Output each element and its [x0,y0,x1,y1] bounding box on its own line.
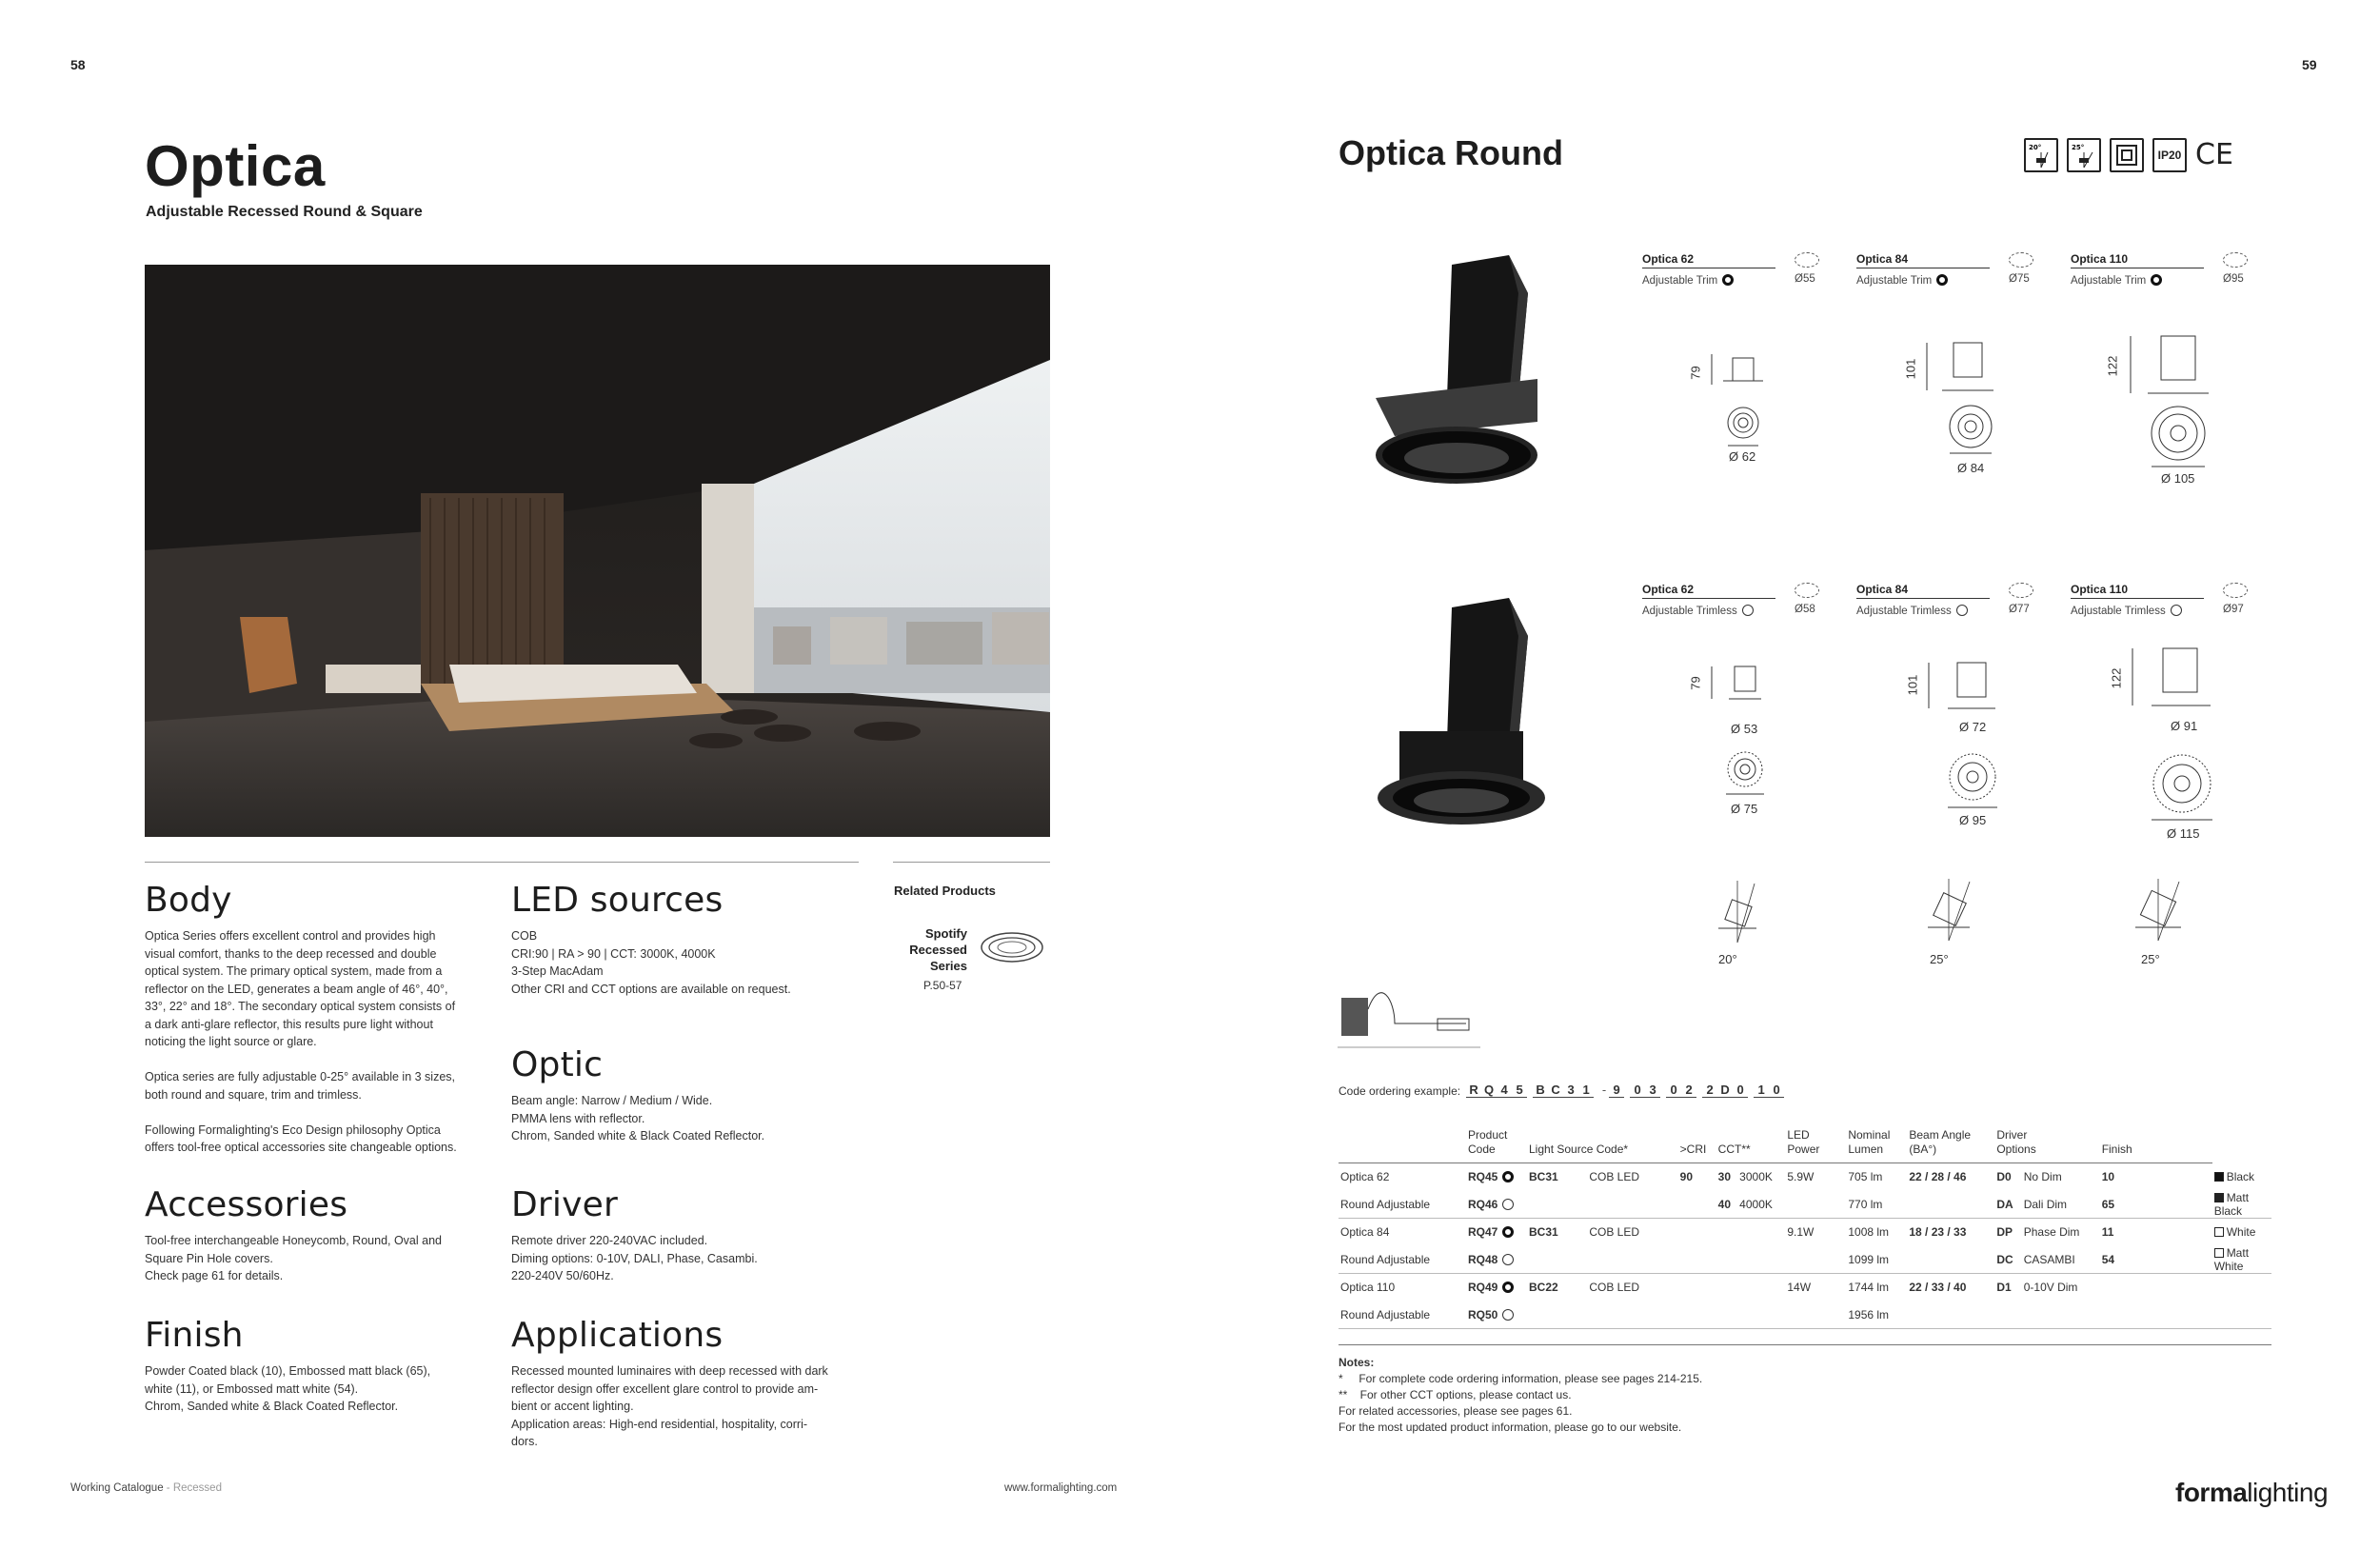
product-code: RQ49 [1468,1281,1498,1295]
col-header: CCT** [1716,1128,1786,1163]
section-text: Tool-free interchangeable Honeycomb, Round, Oval and Square Pin Hole covers. Check page 61 for details. [145,1234,442,1282]
height-dim: 79 [1688,676,1703,690]
variant-sub [1642,605,1818,617]
code-char: Q [1481,1083,1497,1098]
notes-heading: Notes: [1339,1356,1375,1369]
cutout-icon [2223,252,2248,268]
finish-name-cell [2212,1274,2271,1302]
variant-name: Optica 110 [2071,252,2204,268]
code-char: 0 [1630,1083,1645,1098]
variant-type: Adjustable Trim [2071,275,2147,287]
class-ii-icon [2110,138,2144,172]
drawing-trimless-62 [1688,657,1799,828]
trim-radio-icon [1502,1226,1514,1238]
footer-separator: - [163,1482,173,1494]
table-cell: BC31 [1529,1225,1558,1240]
table-cell: CASAMBI [2022,1246,2100,1274]
table-cell: No Dim [2023,1170,2062,1184]
product-code-cell [1466,1274,1527,1302]
finish-name: White [2226,1225,2256,1240]
variant-trimless-110 [2071,583,2247,617]
tilt-angle: 25° [2141,952,2160,966]
variant-name: Optica 84 [1856,583,1990,599]
table-cell [1587,1246,1677,1274]
table-cell: Round Adjustable [1339,1302,1466,1329]
variant-type: Adjustable Trim [1856,275,1933,287]
finish-swatch-icon [2214,1227,2224,1237]
trim-radio-icon [1502,1282,1514,1293]
code-ordering-example [1339,1083,1784,1098]
drawing-trim-110 [2104,328,2228,495]
ip20-badge: IP20 [2152,138,2187,172]
table-cell: 90 [1679,1170,1694,1184]
table-cell [1737,1302,1785,1329]
notes-block [1339,1344,2271,1436]
diameter-dim: Ø 95 [1959,813,1987,827]
table-cell: Optica 62 [1340,1170,1390,1184]
col-header: Finish [2100,1128,2212,1163]
table-cell [2022,1302,2100,1329]
related-heading: Related Products [894,884,996,898]
section-heading: Driver [511,1185,618,1224]
section-body [145,881,497,1157]
brand-logo-bold: forma [2175,1478,2248,1507]
variant-name: Optica 110 [2071,583,2204,599]
finish-name-cell [2212,1302,2271,1329]
code-char: - [1601,1083,1607,1097]
table-cell: Round Adjustable [1339,1191,1466,1219]
cutout-size: Ø77 [2009,604,2030,615]
code-char: 5 [1512,1083,1527,1098]
height-dim: 101 [1905,674,1920,696]
diameter-dim: Ø 115 [2167,826,2200,841]
table-cell [2100,1274,2212,1302]
finish-swatch-icon [2214,1193,2224,1202]
product-code-cell [1466,1246,1527,1274]
code-char: 2 [1681,1083,1696,1098]
product-code-cell [1466,1191,1527,1219]
variant-trimless-62 [1642,583,1818,617]
table-cell: Phase Dim [2023,1225,2080,1240]
tilt-25-icon [2067,138,2101,172]
top-diameter-dim: Ø 91 [2171,719,2198,733]
table-cell [1527,1191,1587,1219]
table-cell [1678,1274,1716,1302]
table-cell: 30 [1717,1170,1732,1184]
note-line: For related accessories, please see pages 61. [1339,1404,1573,1418]
product-code: RQ48 [1468,1252,1498,1266]
tilt-drawing-84 [1920,874,1977,969]
footer-category: Recessed [172,1482,222,1494]
top-diameter-dim: Ø 53 [1731,722,1758,736]
col-header [1339,1128,1466,1163]
table-cell: Dali Dim [2022,1191,2100,1219]
cutout-icon [2009,252,2033,268]
variant-sub [1642,274,1818,287]
section-optic [511,1045,863,1145]
product-render-trim [1376,255,1566,488]
diameter-dim: Ø 62 [1729,449,1756,464]
table-cell: 0-10V Dim [2023,1281,2078,1295]
product-code: RQ46 [1468,1197,1498,1211]
section-text: COB CRI:90 | RA > 90 | CCT: 3000K, 4000K 3-Step MacAdam Other CRI and CCT options are available on request. [511,929,791,996]
tilt-drawing-110 [2130,874,2187,969]
table-cell: BC31 [1529,1170,1558,1184]
tilt-angle: 25° [1930,952,1949,966]
tilt-angle: 20° [1718,952,1737,966]
variant-type: Adjustable Trimless [1856,606,1952,617]
table-cell [1716,1302,1738,1329]
top-diameter-dim: Ø 72 [1959,720,1987,734]
brand-logo-light: lighting [2247,1478,2329,1507]
table-cell: 18 / 23 / 33 [1909,1225,1967,1240]
table-cell [1527,1246,1587,1274]
table-cell: DA [1994,1191,2021,1219]
section-text: Beam angle: Narrow / Medium / Wide. PMMA lens with reflector. Chrom, Sanded white & Black Coated Reflector. [511,1094,765,1143]
table-cell [1907,1191,1994,1219]
section-divider [145,862,859,863]
variant-name: Optica 62 [1642,252,1775,268]
table-cell: 1956 lm [1846,1302,1907,1329]
finish-swatch-icon [2214,1248,2224,1258]
code-char: C [1548,1083,1563,1098]
diameter-dim: Ø 84 [1957,461,1985,475]
code-char: 3 [1563,1083,1578,1098]
col-header: Driver Options [1994,1128,2099,1163]
section-text: Powder Coated black (10), Embossed matt black (65), white (11), or Embossed matt white (54). Chrom, Sanded white & Black Coated Reflector. [145,1364,431,1413]
table-cell [1994,1302,2021,1329]
table-cell: 40 [1716,1191,1738,1219]
table-cell: 705 lm [1848,1170,1883,1184]
section-heading: Optic [511,1045,604,1084]
finish-name-cell [2212,1163,2271,1191]
section-heading: Finish [145,1316,244,1355]
table-cell [1785,1302,1846,1329]
variant-trim-110 [2071,252,2247,287]
note-line: ** For other CCT options, please contact us. [1339,1388,1572,1401]
page-subtitle: Adjustable Recessed Round & Square [146,204,423,220]
finish-name: Black [2226,1170,2255,1183]
tilt-20-label: 20° [2029,144,2042,151]
trim-radio-icon [1502,1171,1514,1182]
page-number-right: 59 [2302,57,2317,72]
table-cell [1587,1191,1677,1219]
table-row [1339,1246,2271,1274]
table-cell [1678,1302,1716,1329]
table-cell [1716,1274,1738,1302]
section-finish [145,1316,497,1416]
product-code-cell [1466,1302,1527,1329]
table-row [1339,1191,2271,1219]
table-cell [1785,1246,1846,1274]
trim-radio-icon [1722,274,1734,286]
section-text: Recessed mounted luminaires with deep recessed with dark reflector design offer excellent glare control to provide am- bient or accent lighting. Application areas: High-end residential, hospitality, corri- dors. [511,1364,828,1448]
section-heading: Body [145,881,232,920]
section-heading: Accessories [145,1185,348,1224]
product-code: RQ45 [1468,1170,1498,1184]
code-label: Code ordering example: [1339,1084,1461,1098]
table-cell: COB LED [1589,1170,1640,1184]
related-divider [893,862,1050,863]
cutout-size: Ø95 [2223,273,2244,285]
table-cell: 1744 lm [1848,1281,1890,1295]
section-accessories [145,1185,497,1285]
variant-name: Optica 84 [1856,252,1990,268]
code-char: D [1717,1083,1733,1098]
variant-sub [1856,274,2033,287]
table-cell: 65 [2100,1191,2212,1219]
cutout-size: Ø97 [2223,604,2244,615]
table-row [1339,1302,2271,1329]
trimless-radio-icon [1742,605,1754,616]
table-cell [1737,1274,1785,1302]
col-header: Product Code [1466,1128,1527,1163]
section-driver [511,1185,863,1285]
remote-driver-icon [1338,981,1480,1057]
table-cell [1907,1246,1994,1274]
table-cell [1587,1302,1677,1329]
code-char: R [1466,1083,1481,1098]
trim-radio-icon [1936,274,1948,286]
table-cell: D0 [1996,1170,2012,1184]
table-cell: 3000K [1739,1170,1773,1184]
table-cell: BC22 [1529,1281,1558,1295]
table-cell: D1 [1996,1281,2012,1295]
diameter-dim: Ø 75 [1731,802,1758,816]
code-char: 1 [1578,1083,1594,1098]
page-title: Optica [145,134,326,198]
code-char: 4 [1497,1083,1512,1098]
table-cell [1527,1302,1587,1329]
table-cell: 9.1W [1787,1225,1815,1240]
note-line: * For complete code ordering information, please see pages 214-215. [1339,1372,1703,1385]
footer-catalogue-label: Working Catalogue [70,1482,164,1494]
table-row [1339,1219,2271,1246]
tilt-25-label: 25° [2072,144,2085,151]
table-cell: COB LED [1589,1225,1640,1240]
finish-name: Matt Black [2213,1190,2250,1218]
table-cell [1678,1219,1716,1246]
brand-logo [2175,1478,2328,1508]
finish-name: Matt White [2213,1245,2250,1273]
code-char: 2 [1702,1083,1717,1098]
table-cell: Optica 84 [1340,1225,1390,1240]
finish-swatch-icon [2214,1172,2224,1182]
variant-trim-84 [1856,252,2033,287]
drawing-trim-62 [1688,343,1799,476]
col-header: Nominal Lumen [1846,1128,1907,1163]
table-row [1339,1163,2271,1191]
col-header: Light Source Code* [1527,1128,1678,1163]
page-number-left: 58 [70,57,86,72]
table-cell [1785,1191,1846,1219]
cert-icons [2024,138,2233,172]
cutout-icon [2223,583,2248,598]
table-cell [1716,1246,1738,1274]
cutout-size: Ø75 [2009,273,2030,285]
table-cell: 10 [2101,1170,2115,1184]
product-title: Optica Round [1339,133,1563,172]
table-cell [1678,1246,1716,1274]
table-cell: 11 [2101,1225,2114,1240]
table-cell [1678,1191,1716,1219]
diameter-dim: Ø 105 [2161,471,2195,486]
code-char: 0 [1769,1083,1784,1098]
spec-table-wrap [1339,1128,2271,1329]
tilt-20-icon [2024,138,2058,172]
variant-sub [1856,605,2033,617]
code-char: B [1533,1083,1548,1098]
table-header-row [1339,1128,2271,1163]
table-cell: 14W [1787,1281,1812,1295]
trimless-radio-icon [1956,605,1968,616]
code-char: 0 [1666,1083,1681,1098]
spec-table [1339,1128,2271,1329]
table-cell [1737,1219,1785,1246]
product-code-cell [1466,1163,1527,1191]
table-cell: 4000K [1737,1191,1785,1219]
height-dim: 101 [1903,358,1918,380]
section-heading: Applications [511,1316,724,1355]
code-char: 9 [1609,1083,1624,1098]
footer-catalogue [70,1482,222,1494]
trimless-radio-icon [1502,1309,1514,1321]
table-cell: 54 [2100,1246,2212,1274]
product-render-trimless [1376,598,1566,831]
section-applications [511,1316,863,1451]
variant-name: Optica 62 [1642,583,1775,599]
product-code-cell [1466,1219,1527,1246]
code-char: 0 [1733,1083,1748,1098]
table-cell: COB LED [1589,1281,1640,1295]
spotify-recessed-icon [979,930,1045,969]
variant-sub [2071,274,2247,287]
table-cell: Round Adjustable [1339,1246,1466,1274]
section-heading: LED sources [511,881,724,920]
table-cell: 5.9W [1787,1170,1815,1184]
drawing-trimless-110 [2104,643,2228,852]
product-code: RQ47 [1468,1225,1498,1240]
section-led-sources [511,881,863,998]
height-dim: 122 [2105,355,2120,377]
cutout-icon [2009,583,2033,598]
table-cell [1737,1246,1785,1274]
table-cell: DC [1994,1246,2021,1274]
variant-sub [2071,605,2247,617]
code-chars [1466,1083,1784,1098]
code-char: 3 [1645,1083,1660,1098]
cutout-icon [1795,583,1819,598]
related-product-name[interactable]: Spotify Recessed Series [909,926,967,973]
variant-type: Adjustable Trimless [1642,606,1737,617]
table-cell: Optica 110 [1340,1281,1396,1295]
tilt-drawing-62 [1709,876,1766,971]
trimless-radio-icon [1502,1254,1514,1265]
trim-radio-icon [2151,274,2162,286]
section-text: Optica Series offers excellent control and provides high visual comfort, thanks to the deep recessed and double optical system. The primary optical system, made from a reflector on the LED, generates a beam angle of 46°, 40°, 33°, 22° and 18°. The secondary optical system consists of a dark anti-glare reflector, this results pure light without noticing the light source or glare. Optica series are fully adjustable 0-25° available in 3 sizes, both round and square, trim and trimless. Following Formalighting's Eco Design philosophy Optica offers tool-free optical accessories site changeable options. [145,929,457,1154]
related-product-page[interactable]: P.50-57 [923,979,962,992]
variant-trim-62 [1642,252,1818,287]
col-header: Beam Angle (BA°) [1907,1128,1994,1163]
table-cell [1716,1219,1738,1246]
footer-url[interactable]: www.formalighting.com [1004,1482,1118,1494]
trimless-radio-icon [1502,1199,1514,1210]
finish-name-cell [2212,1246,2271,1274]
code-char: 1 [1754,1083,1769,1098]
section-text: Remote driver 220-240VAC included. Diming options: 0-10V, DALI, Phase, Casambi. 220-240V 50/60Hz. [511,1234,758,1282]
table-cell: DP [1996,1225,2013,1240]
ce-mark: CE [2195,138,2233,171]
table-cell [1907,1302,1994,1329]
trimless-radio-icon [2171,605,2182,616]
finish-name-cell [2212,1191,2271,1219]
product-code: RQ50 [1468,1307,1498,1321]
col-header: LED Power [1785,1128,1846,1163]
table-cell: 22 / 28 / 46 [1909,1170,1967,1184]
interior-photo [145,265,1050,837]
table-row [1339,1274,2271,1302]
cutout-size: Ø55 [1795,273,1815,285]
drawing-trimless-84 [1904,655,2018,845]
finish-name-cell [2212,1219,2271,1246]
height-dim: 122 [2109,667,2124,689]
variant-type: Adjustable Trimless [2071,606,2166,617]
note-line: For the most updated product information, please go to our website. [1339,1421,1682,1434]
col-header: >CRI [1678,1128,1716,1163]
table-cell: 1008 lm [1848,1225,1890,1240]
variant-type: Adjustable Trim [1642,275,1718,287]
cutout-icon [1795,252,1819,268]
table-cell: 1099 lm [1846,1246,1907,1274]
table-cell: 770 lm [1846,1191,1907,1219]
cutout-size: Ø58 [1795,604,1815,615]
variant-trimless-84 [1856,583,2033,617]
height-dim: 79 [1688,366,1703,380]
table-cell: 22 / 33 / 40 [1909,1281,1967,1295]
drawing-trim-84 [1904,333,2018,486]
table-cell [2100,1302,2212,1329]
